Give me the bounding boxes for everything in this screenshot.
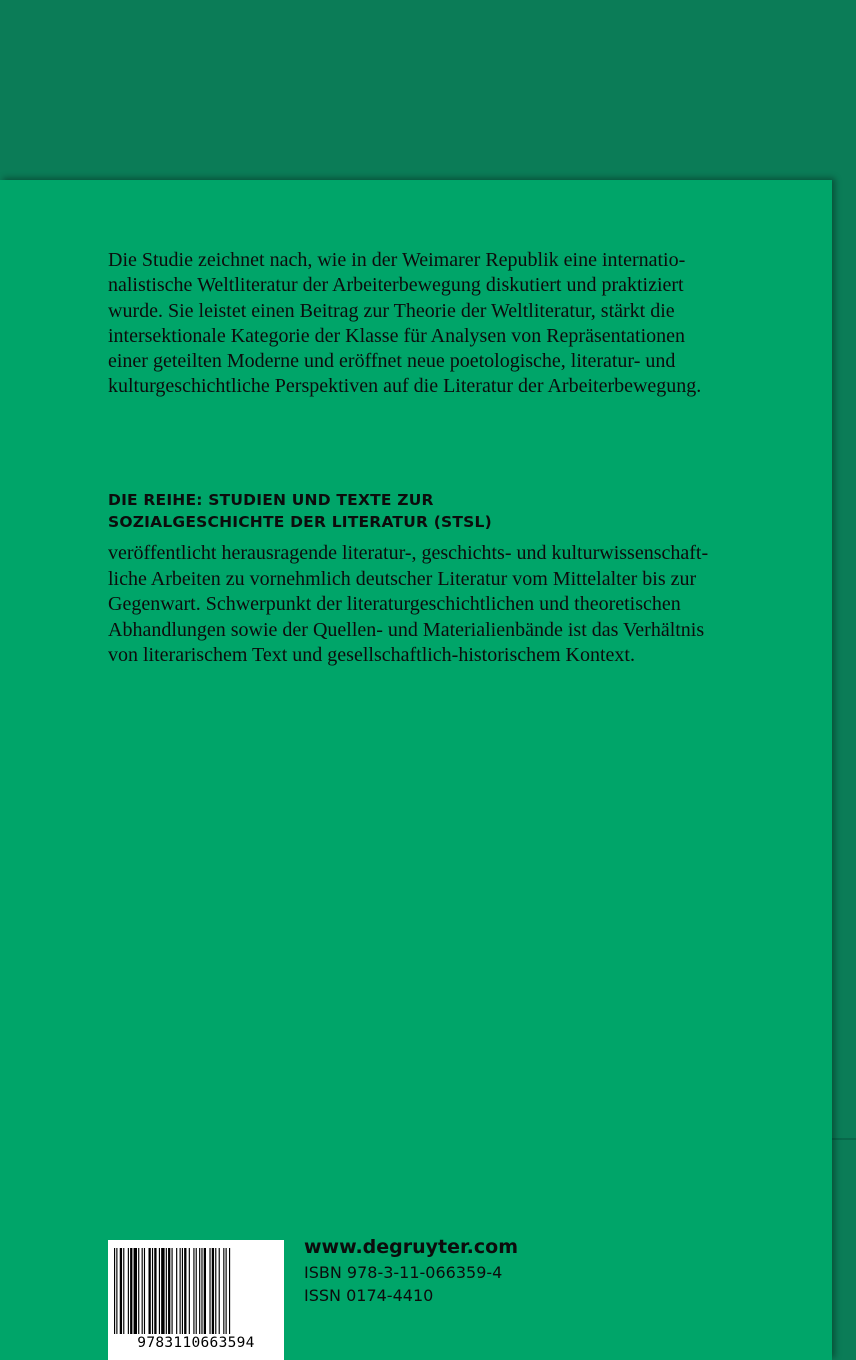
barcode-bar xyxy=(166,1248,167,1334)
barcode-bar xyxy=(130,1248,132,1334)
barcode-bar xyxy=(159,1248,160,1334)
blurb-line: intersektionale Kategorie der Klasse für Analysen von Repräsentationen xyxy=(108,324,686,347)
issn-number: ISSN 0174-4410 xyxy=(304,1286,434,1305)
barcode-bar xyxy=(161,1248,164,1334)
blurb-line: kulturgeschichtliche Perspektiven auf die Literatur der Arbeiterbewegung. xyxy=(108,375,702,398)
series-line: Gegenwart. Schwerpunkt der literaturgeschichtlichen und theoretischen xyxy=(108,593,681,616)
barcode-bar xyxy=(123,1248,124,1334)
cover-top-strip xyxy=(0,0,856,180)
blurb-line: nalistische Weltliteratur der Arbeiterbewegung diskutiert und praktiziert xyxy=(108,274,684,297)
series-line: liche Arbeiten zu vornehmlich deutscher Literatur vom Mittelalter bis zur xyxy=(108,567,697,590)
barcode xyxy=(108,1240,284,1360)
series-line: veröffentlicht herausragende literatur-, geschichts- und kulturwissenschaft- xyxy=(108,542,709,564)
publisher-url: www.degruyter.com xyxy=(304,1236,518,1258)
barcode-bar xyxy=(152,1248,153,1334)
barcode-bar xyxy=(138,1248,139,1334)
series-heading xyxy=(108,489,768,533)
barcode-bar xyxy=(189,1248,190,1334)
barcode-bar xyxy=(114,1248,115,1334)
barcode-bar xyxy=(199,1248,200,1334)
blurb-line: wurde. Sie leistet einen Beitrag zur Theorie der Weltliteratur, stärkt die xyxy=(108,299,675,322)
barcode-bar xyxy=(120,1248,122,1334)
series-description xyxy=(108,541,768,669)
barcode-bar xyxy=(134,1248,137,1334)
barcode-bar xyxy=(182,1248,183,1334)
book-blurb xyxy=(108,248,768,400)
barcode-digits: 9783110663594 xyxy=(137,1335,255,1351)
barcode-bar xyxy=(149,1248,151,1334)
barcode-bar xyxy=(229,1248,230,1334)
barcode-bar xyxy=(212,1248,214,1334)
barcode-bar xyxy=(204,1248,206,1334)
barcode-bar xyxy=(180,1248,181,1334)
cover-right-strip xyxy=(832,180,856,1360)
blurb-line: einer geteilten Moderne und eröffnet neue poetologische, literatur- und xyxy=(108,350,676,373)
barcode-bar xyxy=(215,1248,216,1334)
barcode-bar xyxy=(168,1248,170,1334)
barcode-bar xyxy=(196,1248,197,1334)
barcode-bar xyxy=(193,1248,194,1334)
barcode-bar xyxy=(201,1248,202,1334)
barcode-bar xyxy=(226,1248,227,1334)
barcode-bar xyxy=(223,1248,224,1334)
barcode-bars xyxy=(112,1248,280,1334)
cover-edge-line xyxy=(832,1138,856,1140)
barcode-bar xyxy=(142,1248,143,1334)
series-line: von literarischem Text und gesellschaftlich-historischem Kontext. xyxy=(108,644,635,667)
barcode-bar xyxy=(184,1248,186,1334)
blurb-line: Die Studie zeichnet nach, wie in der Weimarer Republik eine internatio- xyxy=(108,249,686,271)
series-line: Abhandlungen sowie der Quellen- und Materialienbände ist das Verhältnis xyxy=(108,618,705,641)
barcode-bar xyxy=(116,1248,117,1334)
barcode-bar xyxy=(219,1248,220,1334)
barcode-bar xyxy=(128,1248,129,1334)
series-heading-line: SOZIALGESCHICHTE DER LITERATUR (STSL) xyxy=(108,513,492,531)
series-heading-line: DIE REIHE: STUDIEN UND TEXTE ZUR xyxy=(108,491,434,509)
barcode-bar xyxy=(144,1248,145,1334)
barcode-bar xyxy=(209,1248,210,1334)
barcode-bar xyxy=(172,1248,173,1334)
barcode-bar xyxy=(176,1248,177,1334)
barcode-bar xyxy=(154,1248,156,1334)
isbn-number: ISBN 978-3-11-066359-4 xyxy=(304,1263,503,1282)
